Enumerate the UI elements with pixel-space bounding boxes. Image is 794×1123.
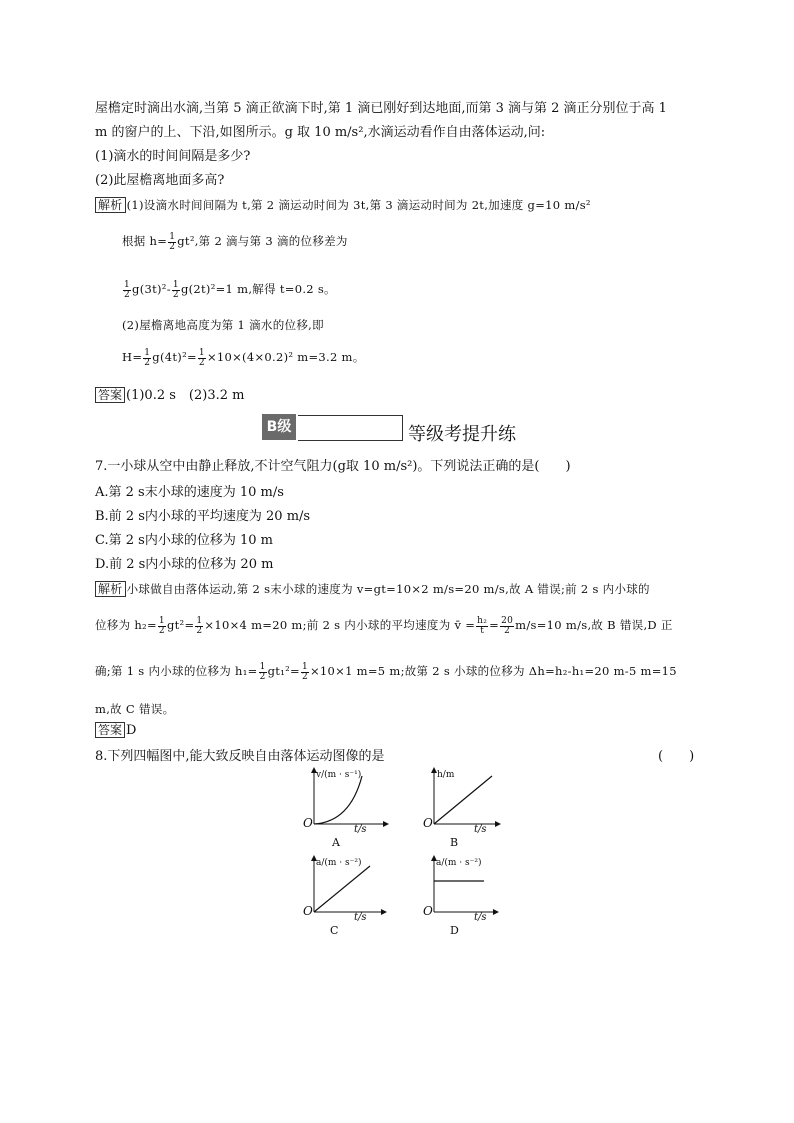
fraction-half: $\frac{1}{2}$ <box>144 347 151 368</box>
q8-answer-bracket: ( ) <box>658 749 695 764</box>
graph-c <box>300 856 410 938</box>
fraction-half: $\frac{1}{2}$ <box>198 347 205 368</box>
q6-solution-line4: (2)屋檐离地高度为第 1 滴水的位移,即 <box>122 318 324 332</box>
answer-text: (1)0.2 s (2)3.2 m <box>126 388 245 403</box>
q6-solution-line5: H= $\frac{1}{2}$ g(4t)²= $\frac{1}{2}$ ×10×(4×0.2)² m=3.2 m。 <box>122 347 365 368</box>
graph-b <box>420 768 530 850</box>
q8-stem: 8.下列四幅图中,能大致反映自由落体运动图像的是 <box>95 749 385 764</box>
graph-d-xaxis: t/s <box>474 912 487 923</box>
q7-stem: 7.一小球从空中由静止释放,不计空气阻力(g取 10 m/s²)。下列说法正确的是( ) <box>95 459 571 474</box>
graph-c-origin: O <box>303 904 313 918</box>
graph-b-line <box>434 776 492 824</box>
graph-b-origin: O <box>423 816 433 830</box>
graph-a-curve <box>314 776 362 824</box>
fraction-half: $\frac{1}{2}$ <box>301 661 308 682</box>
q6-text-line1: 屋檐定时滴出水滴,当第 5 滴正欲滴下时,第 1 滴已刚好到达地面,而第 3 滴与第 2 滴正分别位于高 1 <box>95 101 667 116</box>
q6-sub-question-1: (1)滴水的时间间隔是多少? <box>95 149 251 164</box>
q7-solution-line1 <box>95 580 650 598</box>
graph-d-label: D <box>450 924 459 937</box>
q7-option-a: A.第 2 s末小球的速度为 10 m/s <box>95 485 284 500</box>
graph-a-yaxis: v/(m · s⁻¹) <box>316 770 362 780</box>
q7-solution-line4: m,故 C 错误。 <box>95 702 175 716</box>
section-title: 等级考提升练 <box>408 424 516 445</box>
fraction-half: $\frac{1}{2}$ <box>158 615 165 636</box>
graph-c-xaxis: t/s <box>354 912 367 923</box>
graph-c-yaxis: a/(m · s⁻²) <box>316 858 362 868</box>
graph-a-label: A <box>332 836 340 849</box>
graph-b-yaxis: h/m <box>437 770 455 780</box>
q7-option-d: D.前 2 s内小球的位移为 20 m <box>95 557 274 572</box>
badge-box <box>298 415 403 441</box>
solution-text: 小球做自由落体运动,第 2 s末小球的速度为 v=gt=10×2 m/s=20 m/s,故 A 错误;前 2 s 内小球的 <box>126 582 650 596</box>
q6-solution-line1 <box>95 196 591 214</box>
q6-sub-question-2: (2)此屋檐离地面多高? <box>95 173 225 188</box>
fraction-h2-over-t: $\frac{\text{h₂}}{t}$ <box>477 615 488 636</box>
q6-solution-line3: $\frac{1}{2}$ g(3t)²- $\frac{1}{2}$ g(2t)²=1 m,解得 t=0.2 s。 <box>124 279 336 300</box>
q6-solution-line2: 根据 h= $\frac{1}{2}$ gt²,第 2 滴与第 3 滴的位移差为 <box>122 231 348 252</box>
graph-a-origin: O <box>303 816 313 830</box>
q7-option-c: C.第 2 s内小球的位移为 10 m <box>95 533 273 548</box>
answer-text: D <box>126 723 137 738</box>
solution-text: (1)设滴水时间间隔为 t,第 2 滴运动时间为 3t,第 3 滴运动时间为 2t,加速度 g=10 m/s² <box>126 198 591 212</box>
graph-d-yaxis: a/(m · s⁻²) <box>436 858 482 868</box>
solution-tag: 解析 <box>95 581 126 597</box>
fraction-half: $\frac{1}{2}$ <box>169 231 176 252</box>
q7-option-b: B.前 2 s内小球的平均速度为 20 m/s <box>95 509 311 524</box>
fraction-half: $\frac{1}{2}$ <box>259 661 266 682</box>
graph-b-label: B <box>450 836 459 849</box>
q7-solution-line3: 确;第 1 s 内小球的位移为 h₁= $\frac{1}{2}$ gt₁²= $\frac{1}{2}$ ×10×1 m=5 m;故第 2 s 小球的位移为 Δh=h₂-h₁=20 m-5 m=15 <box>95 661 677 682</box>
answer-tag: 答案 <box>95 387 125 403</box>
fraction-20-over-2: $\frac{20}{2}$ <box>501 615 514 636</box>
answer-tag: 答案 <box>95 722 125 738</box>
fraction-half: $\frac{1}{2}$ <box>172 279 179 300</box>
q7-answer <box>95 722 136 740</box>
fraction-half: $\frac{1}{2}$ <box>124 279 131 300</box>
fraction-half: $\frac{1}{2}$ <box>196 615 203 636</box>
graph-c-line <box>314 866 370 912</box>
graph-c-label: C <box>330 924 339 937</box>
q6-answer <box>95 387 244 405</box>
graph-b-xaxis: t/s <box>474 824 487 835</box>
q7-solution-line2: 位移为 h₂= $\frac{1}{2}$ gt²= $\frac{1}{2}$ ×10×4 m=20 m;前 2 s 内小球的平均速度为 v̄ = $\frac{\text{h₂}}{t}$ = $\frac{20}{2}$ m/s=10 m/s,故 B 错误,D 正 <box>95 615 673 636</box>
solution-tag: 解析 <box>95 197 126 213</box>
graph-d <box>420 856 530 938</box>
level-badge: B级 <box>262 414 296 440</box>
graph-a-xaxis: t/s <box>354 824 367 835</box>
graph-d-origin: O <box>423 904 433 918</box>
q6-text-line2: m 的窗户的上、下沿,如图所示。g 取 10 m/s²,水滴运动看作自由落体运动,问: <box>95 125 546 140</box>
graph-a <box>300 768 410 850</box>
